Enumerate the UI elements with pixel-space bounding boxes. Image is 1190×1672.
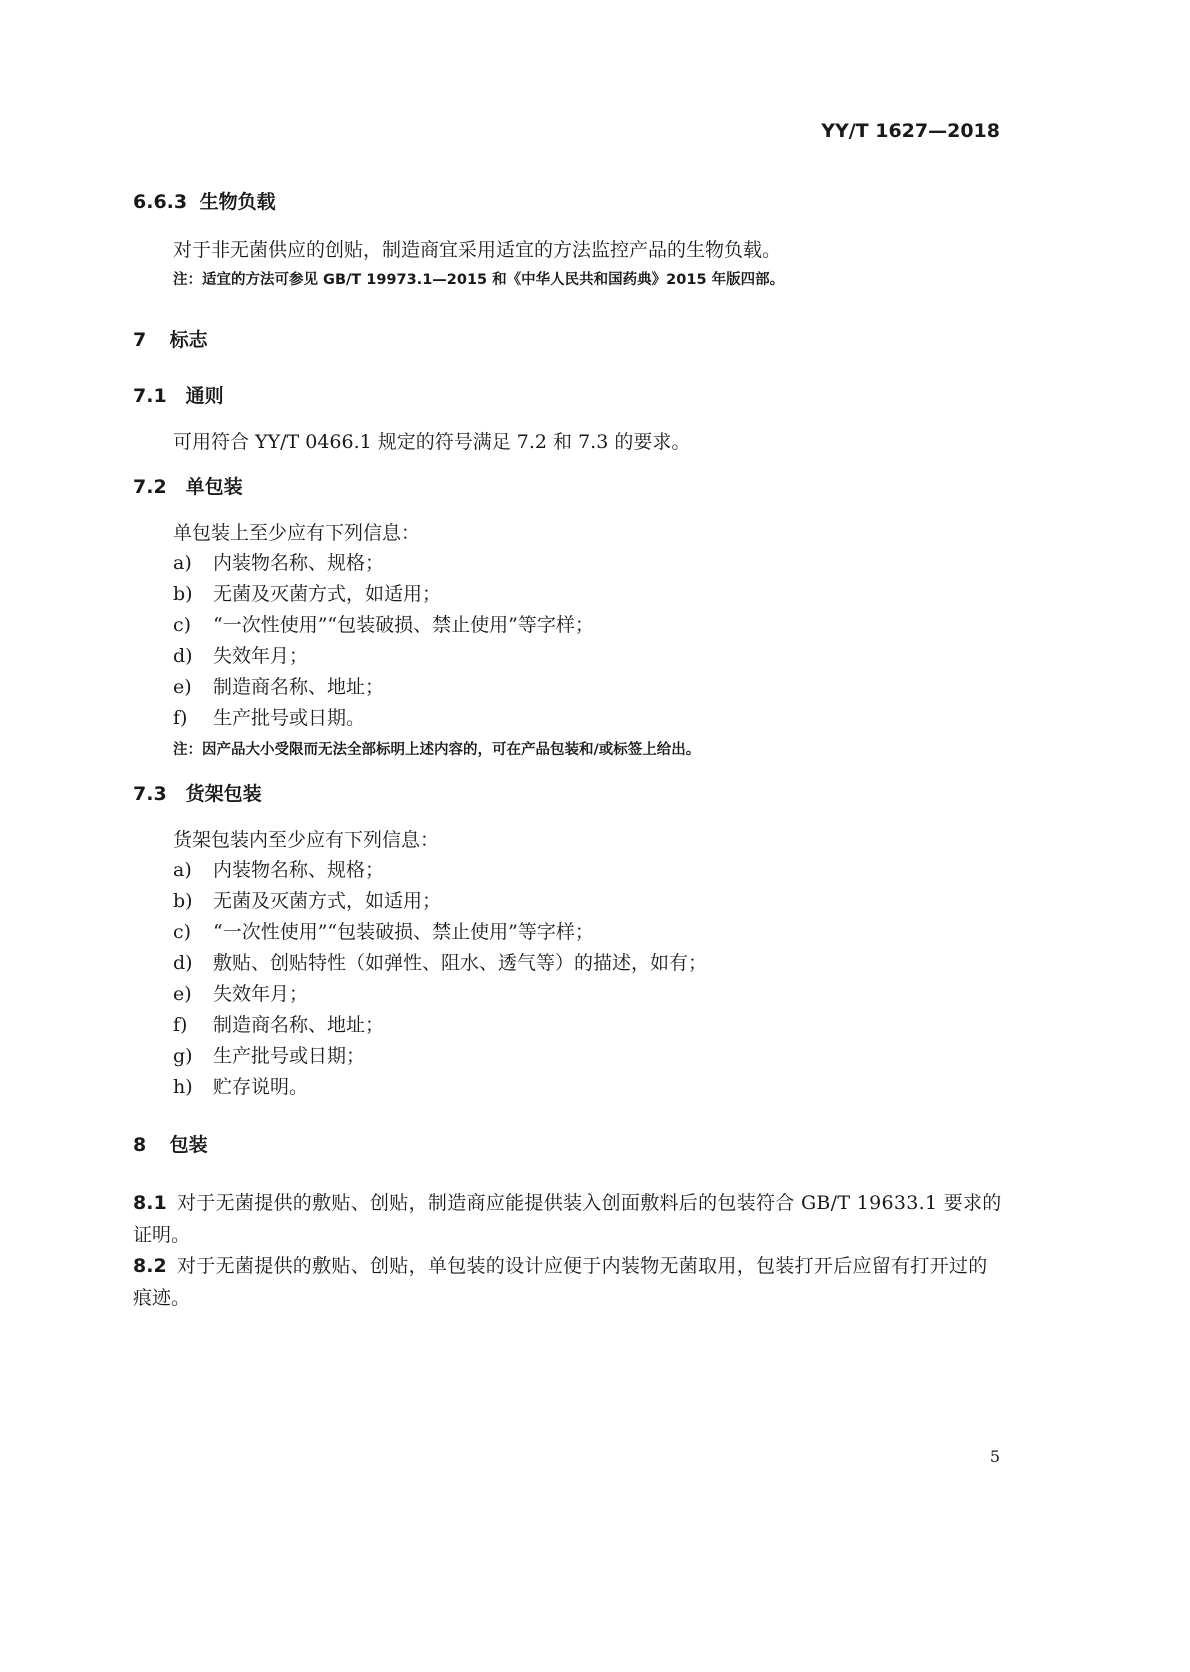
section-title: 生物负载 xyxy=(199,191,276,213)
clause-text: 对于无菌提供的敷贴、创贴，单包装的设计应便于内装物无菌取用，包装打开后应留有打开过的 xyxy=(177,1255,988,1277)
list-text: 生产批号或日期。 xyxy=(213,707,366,729)
list-label: d) xyxy=(173,952,193,974)
heading-7 xyxy=(133,325,208,352)
list-item xyxy=(173,703,365,730)
list-intro: 货架包装内至少应有下列信息： xyxy=(173,829,440,851)
standard-code: YY/T 1627—2018 xyxy=(821,120,1000,142)
note: 注：适宜的方法可参见 GB/T 19973.1—2015 和《中华人民共和国药典》2015 年版四部。 xyxy=(173,272,785,288)
list-text: 敷贴、创贴特性（如弹性、阻水、透气等）的描述，如有； xyxy=(213,952,708,974)
list-item xyxy=(173,672,384,699)
clause-number: 8.1 xyxy=(133,1192,167,1214)
section-title: 通则 xyxy=(185,385,224,407)
heading-7-2 xyxy=(133,472,243,499)
list-item xyxy=(173,610,594,637)
clause-text: 对于无菌提供的敷贴、创贴，制造商应能提供装入创面敷料后的包装符合 GB/T 19633.1 要求的 xyxy=(177,1192,1002,1214)
list-text: “一次性使用”“包装破损、禁止使用”等字样； xyxy=(213,614,594,636)
list-label: h) xyxy=(173,1076,193,1098)
list-label: a) xyxy=(173,552,192,574)
heading-7-1 xyxy=(133,381,224,408)
list-item xyxy=(173,641,308,668)
clause-8-2 xyxy=(133,1251,988,1278)
paragraph: 可用符合 YY/T 0466.1 规定的符号满足 7.2 和 7.3 的要求。 xyxy=(173,431,691,453)
list-item xyxy=(173,548,384,575)
clause-8-2-continuation: 痕迹。 xyxy=(133,1287,191,1309)
section-number: 7.3 xyxy=(133,783,167,805)
note: 注：因产品大小受限而无法全部标明上述内容的，可在产品包装和/或标签上给出。 xyxy=(173,742,701,758)
section-number: 7 xyxy=(133,329,147,351)
list-item xyxy=(173,1041,365,1068)
list-item xyxy=(173,579,441,606)
section-number: 7.2 xyxy=(133,476,167,498)
clause-8-1-continuation: 证明。 xyxy=(133,1224,191,1246)
list-text: “一次性使用”“包装破损、禁止使用”等字样； xyxy=(213,921,594,943)
heading-8 xyxy=(133,1130,208,1157)
list-text: 内装物名称、规格； xyxy=(213,552,385,574)
section-number: 6.6.3 xyxy=(133,191,188,213)
list-label: g) xyxy=(173,1045,193,1067)
list-text: 无菌及灭菌方式，如适用； xyxy=(213,583,442,605)
list-text: 制造商名称、地址； xyxy=(213,676,385,698)
list-item xyxy=(173,886,441,913)
list-item xyxy=(173,917,594,944)
list-item xyxy=(173,948,707,975)
list-text: 贮存说明。 xyxy=(213,1076,309,1098)
list-label: b) xyxy=(173,890,193,912)
section-title: 标志 xyxy=(169,329,208,351)
section-title: 包装 xyxy=(169,1134,208,1156)
list-item xyxy=(173,1072,308,1099)
list-label: f) xyxy=(173,1014,188,1036)
list-label: e) xyxy=(173,676,192,698)
section-number: 7.1 xyxy=(133,385,167,407)
list-intro: 单包装上至少应有下列信息： xyxy=(173,522,421,544)
heading-6-6-3 xyxy=(133,187,276,214)
list-label: a) xyxy=(173,859,192,881)
list-text: 失效年月； xyxy=(213,645,309,667)
list-text: 制造商名称、地址； xyxy=(213,1014,385,1036)
paragraph: 对于非无菌供应的创贴，制造商宜采用适宜的方法监控产品的生物负载。 xyxy=(173,239,782,261)
list-label: c) xyxy=(173,921,192,943)
clause-8-1 xyxy=(133,1188,1002,1215)
list-item xyxy=(173,1010,384,1037)
list-text: 内装物名称、规格； xyxy=(213,859,385,881)
list-label: f) xyxy=(173,707,188,729)
section-title: 货架包装 xyxy=(185,783,262,805)
list-item xyxy=(173,855,384,882)
section-number: 8 xyxy=(133,1134,147,1156)
list-label: b) xyxy=(173,583,193,605)
list-label: e) xyxy=(173,983,192,1005)
list-label: d) xyxy=(173,645,193,667)
list-text: 无菌及灭菌方式，如适用； xyxy=(213,890,442,912)
list-text: 生产批号或日期； xyxy=(213,1045,366,1067)
heading-7-3 xyxy=(133,779,262,806)
list-item xyxy=(173,979,308,1006)
section-title: 单包装 xyxy=(185,476,243,498)
list-text: 失效年月； xyxy=(213,983,309,1005)
list-label: c) xyxy=(173,614,192,636)
clause-number: 8.2 xyxy=(133,1255,167,1277)
page-number: 5 xyxy=(989,1447,1000,1466)
